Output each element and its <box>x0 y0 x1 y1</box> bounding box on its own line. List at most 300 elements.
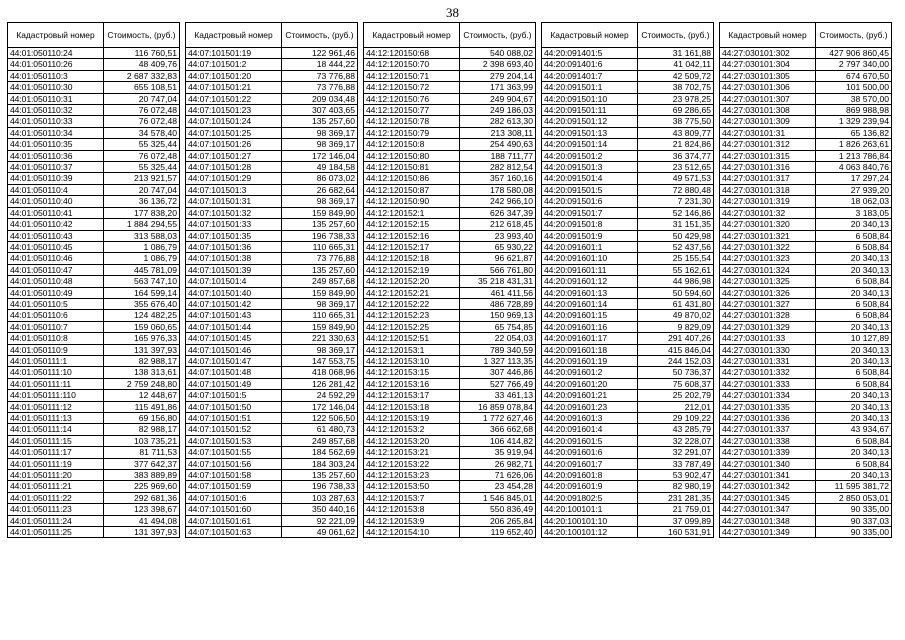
table-row <box>186 105 358 116</box>
cost-value: 98 369,17 <box>282 139 358 150</box>
cadastral-number: 44:27:030101:317 <box>720 173 816 184</box>
cost-value: 242 966,10 <box>460 196 536 207</box>
cost-value: 35 919,94 <box>460 447 536 458</box>
table-row <box>8 230 180 241</box>
cadastral-number: 44:27:030101:327 <box>720 298 816 309</box>
table-row <box>542 162 714 173</box>
table-row <box>8 253 180 264</box>
cost-value: 55 162,61 <box>638 264 714 275</box>
cadastral-number: 44:27:030101:32 <box>720 207 816 218</box>
cadastral-number: 44:01:050111:24 <box>8 515 104 526</box>
table-row <box>720 515 892 526</box>
cadastral-number: 44:20:100101:12 <box>542 527 638 538</box>
table-row <box>542 264 714 275</box>
cost-value: 131 397,93 <box>104 344 180 355</box>
cost-value: 23 978,25 <box>638 93 714 104</box>
cadastral-number: 44:27:030101:337 <box>720 424 816 435</box>
cadastral-number: 44:12:120150:78 <box>364 116 460 127</box>
cadastral-table-2 <box>185 22 358 538</box>
table-row <box>542 355 714 366</box>
cost-value: 122 961,46 <box>282 48 358 59</box>
table-row <box>720 184 892 195</box>
cadastral-number: 44:07:101501:25 <box>186 127 282 138</box>
table-row <box>186 390 358 401</box>
cadastral-number: 44:01:050110:4 <box>8 184 104 195</box>
cadastral-number: 44:27:030101:321 <box>720 230 816 241</box>
cadastral-number: 44:12:120153:23 <box>364 470 460 481</box>
table-row <box>364 310 536 321</box>
cadastral-table-4 <box>541 22 714 538</box>
cost-value: 61 480,73 <box>282 424 358 435</box>
table-row <box>542 59 714 70</box>
cost-value: 209 034,48 <box>282 93 358 104</box>
table-row <box>364 344 536 355</box>
cadastral-number: 44:20:091501:5 <box>542 184 638 195</box>
cadastral-number: 44:27:030101:31 <box>720 127 816 138</box>
cost-value: 244 152,03 <box>638 355 714 366</box>
cost-value: 249 904,67 <box>460 93 536 104</box>
cadastral-number: 44:27:030101:339 <box>720 447 816 458</box>
table-row <box>8 504 180 515</box>
header-cadastral: Кадастровый номер <box>720 23 816 48</box>
cadastral-number: 44:07:101501:19 <box>186 48 282 59</box>
cadastral-number: 44:07:101501:35 <box>186 230 282 241</box>
cost-value: 2 850 053,01 <box>816 492 892 503</box>
table-row <box>186 93 358 104</box>
cost-value: 445 781,09 <box>104 264 180 275</box>
cost-value: 9 829,09 <box>638 321 714 332</box>
table-row <box>8 390 180 401</box>
cost-value: 26 982,71 <box>460 458 536 469</box>
cost-value: 65 136,82 <box>816 127 892 138</box>
cost-value: 2 759 248,80 <box>104 378 180 389</box>
table-row <box>364 504 536 515</box>
table-row <box>364 481 536 492</box>
cadastral-number: 44:07:101501:32 <box>186 207 282 218</box>
cost-value: 655 108,51 <box>104 82 180 93</box>
cost-value: 254 490,63 <box>460 139 536 150</box>
table-row <box>364 59 536 70</box>
table-row <box>720 162 892 173</box>
table-row <box>186 424 358 435</box>
cadastral-number: 44:12:120152:1 <box>364 207 460 218</box>
table-row <box>8 527 180 538</box>
table-row <box>542 196 714 207</box>
table-row <box>364 458 536 469</box>
cadastral-number: 44:20:091601:1 <box>542 241 638 252</box>
cost-value: 674 670,50 <box>816 70 892 81</box>
cost-value: 12 448,67 <box>104 390 180 401</box>
table-row <box>720 139 892 150</box>
cadastral-number: 44:12:120153:1 <box>364 344 460 355</box>
cadastral-number: 44:12:120153:7 <box>364 492 460 503</box>
cost-value: 23 993,40 <box>460 230 536 241</box>
cadastral-number: 44:27:030101:328 <box>720 310 816 321</box>
cadastral-number: 44:27:030101:325 <box>720 276 816 287</box>
table-row <box>542 139 714 150</box>
cadastral-number: 44:20:091501:12 <box>542 116 638 127</box>
cost-value: 1 213 786,84 <box>816 150 892 161</box>
cadastral-number: 44:07:101501:24 <box>186 116 282 127</box>
cost-value: 249 186,03 <box>460 105 536 116</box>
table-row <box>186 59 358 70</box>
table-row <box>186 196 358 207</box>
cadastral-number: 44:12:120153:19 <box>364 413 460 424</box>
cadastral-number: 44:20:091501:6 <box>542 196 638 207</box>
table-row <box>542 504 714 515</box>
cadastral-number: 44:27:030101:333 <box>720 378 816 389</box>
cadastral-number: 44:01:050110:46 <box>8 253 104 264</box>
cadastral-number: 44:20:091401:5 <box>542 48 638 59</box>
cadastral-number: 44:01:050111:14 <box>8 424 104 435</box>
table-row <box>186 367 358 378</box>
cost-value: 81 711,53 <box>104 447 180 458</box>
table-row <box>186 378 358 389</box>
cost-value: 212 618,45 <box>460 219 536 230</box>
cost-value: 282 812,54 <box>460 162 536 173</box>
cadastral-number: 44:27:030101:324 <box>720 264 816 275</box>
cost-value: 789 340,59 <box>460 344 536 355</box>
cadastral-number: 44:12:120150:72 <box>364 82 460 93</box>
cadastral-number: 44:07:101501:38 <box>186 253 282 264</box>
table-row <box>720 298 892 309</box>
table-row <box>720 127 892 138</box>
table-row <box>720 367 892 378</box>
cost-value: 225 969,60 <box>104 481 180 492</box>
table-row <box>364 264 536 275</box>
cost-value: 20 340,13 <box>816 264 892 275</box>
table-row <box>8 367 180 378</box>
table-row <box>364 401 536 412</box>
table-header <box>186 23 358 48</box>
table-row <box>186 435 358 446</box>
table-row <box>542 116 714 127</box>
cadastral-number: 44:20:091601:11 <box>542 264 638 275</box>
cadastral-number: 44:27:030101:316 <box>720 162 816 173</box>
cadastral-number: 44:07:101501:52 <box>186 424 282 435</box>
table-row <box>364 390 536 401</box>
table-row <box>8 310 180 321</box>
table-row <box>8 401 180 412</box>
cadastral-number: 44:01:050110:35 <box>8 139 104 150</box>
cost-value: 171 363,99 <box>460 82 536 93</box>
cost-value: 32 228,07 <box>638 435 714 446</box>
cadastral-number: 44:07:101501:45 <box>186 333 282 344</box>
cadastral-number: 44:07:101501:55 <box>186 447 282 458</box>
cadastral-number: 44:01:050110:42 <box>8 219 104 230</box>
cost-value: 24 592,29 <box>282 390 358 401</box>
header-cost: Стоимость, (руб.) <box>460 23 536 48</box>
table-row <box>720 196 892 207</box>
cadastral-number: 44:12:120153:18 <box>364 401 460 412</box>
table-row <box>364 116 536 127</box>
table-header <box>720 23 892 48</box>
table-row <box>364 527 536 538</box>
cadastral-number: 44:20:091601:19 <box>542 355 638 366</box>
cadastral-number: 44:27:030101:348 <box>720 515 816 526</box>
cadastral-number: 44:20:091501:1 <box>542 82 638 93</box>
table-row <box>720 401 892 412</box>
cadastral-number: 44:01:050110:26 <box>8 59 104 70</box>
cost-value: 249 857,68 <box>282 276 358 287</box>
cadastral-number: 44:27:030101:33 <box>720 333 816 344</box>
cost-value: 42 509,72 <box>638 70 714 81</box>
cadastral-number: 44:27:030101:323 <box>720 253 816 264</box>
table-row <box>186 116 358 127</box>
table-header <box>364 23 536 48</box>
table-row <box>8 59 180 70</box>
cadastral-number: 44:07:101501:4 <box>186 276 282 287</box>
cost-value: 527 766,49 <box>460 378 536 389</box>
table-row <box>542 241 714 252</box>
table-row <box>186 321 358 332</box>
cadastral-number: 44:07:101501:42 <box>186 298 282 309</box>
cadastral-number: 44:01:050110:9 <box>8 344 104 355</box>
cost-value: 23 454,28 <box>460 481 536 492</box>
cost-value: 75 608,37 <box>638 378 714 389</box>
cost-value: 33 787,49 <box>638 458 714 469</box>
cost-value: 2 797 340,00 <box>816 59 892 70</box>
table-row <box>542 492 714 503</box>
cost-value: 138 313,61 <box>104 367 180 378</box>
table-row <box>364 470 536 481</box>
cadastral-number: 44:07:101501:48 <box>186 367 282 378</box>
cadastral-number: 44:01:050110:32 <box>8 105 104 116</box>
cost-value: 147 553,75 <box>282 355 358 366</box>
cost-value: 20 340,13 <box>816 447 892 458</box>
cost-value: 1 826 263,61 <box>816 139 892 150</box>
cadastral-number: 44:20:091601:20 <box>542 378 638 389</box>
cadastral-number: 44:20:091601:6 <box>542 447 638 458</box>
cadastral-number: 44:07:101501:28 <box>186 162 282 173</box>
table-row <box>8 105 180 116</box>
cost-value: 55 325,44 <box>104 162 180 173</box>
cadastral-number: 44:27:030101:305 <box>720 70 816 81</box>
cost-value: 461 411,56 <box>460 287 536 298</box>
cost-value: 221 330,63 <box>282 333 358 344</box>
cost-value: 25 155,54 <box>638 253 714 264</box>
cost-value: 82 980,19 <box>638 481 714 492</box>
table-row <box>542 207 714 218</box>
table-row <box>8 207 180 218</box>
table-row <box>542 310 714 321</box>
table-row <box>720 276 892 287</box>
cadastral-number: 44:01:050110:6 <box>8 310 104 321</box>
cost-value: 32 291,07 <box>638 447 714 458</box>
cadastral-number: 44:20:091601:10 <box>542 253 638 264</box>
cadastral-number: 44:01:050111:17 <box>8 447 104 458</box>
cost-value: 418 068,96 <box>282 367 358 378</box>
table-row <box>186 82 358 93</box>
cadastral-number: 44:07:101501:5 <box>186 390 282 401</box>
cost-value: 123 398,67 <box>104 504 180 515</box>
table-row <box>186 162 358 173</box>
table-row <box>186 219 358 230</box>
table-row <box>364 48 536 59</box>
cadastral-number: 44:12:120153:20 <box>364 435 460 446</box>
cadastral-number: 44:20:091501:4 <box>542 173 638 184</box>
cadastral-number: 44:12:120150:79 <box>364 127 460 138</box>
cost-value: 55 325,44 <box>104 139 180 150</box>
table-row <box>542 219 714 230</box>
header-cadastral: Кадастровый номер <box>186 23 282 48</box>
cost-value: 31 161,88 <box>638 48 714 59</box>
cadastral-number: 44:20:091601:14 <box>542 298 638 309</box>
cost-value: 92 221,09 <box>282 515 358 526</box>
cost-value: 135 257,60 <box>282 470 358 481</box>
cadastral-number: 44:01:050111:15 <box>8 435 104 446</box>
cadastral-number: 44:01:050110:37 <box>8 162 104 173</box>
cost-value: 427 906 860,45 <box>816 48 892 59</box>
cost-value: 98 369,17 <box>282 127 358 138</box>
cost-value: 49 184,58 <box>282 162 358 173</box>
table-row <box>542 515 714 526</box>
cost-value: 164 599,14 <box>104 287 180 298</box>
cadastral-number: 44:20:091601:12 <box>542 276 638 287</box>
cadastral-table-5 <box>719 22 892 538</box>
table-row <box>8 70 180 81</box>
cadastral-number: 44:01:050111:20 <box>8 470 104 481</box>
cost-value: 43 934,67 <box>816 424 892 435</box>
table-row <box>186 413 358 424</box>
cadastral-number: 44:20:091501:9 <box>542 230 638 241</box>
cost-value: 563 747,10 <box>104 276 180 287</box>
cost-value: 115 491,86 <box>104 401 180 412</box>
cost-value: 26 682,64 <box>282 184 358 195</box>
cost-value: 313 588,03 <box>104 230 180 241</box>
table-row <box>8 127 180 138</box>
cadastral-number: 44:20:091601:23 <box>542 401 638 412</box>
cost-value: 49 870,02 <box>638 310 714 321</box>
cost-value: 52 437,56 <box>638 241 714 252</box>
cadastral-number: 44:12:120150:81 <box>364 162 460 173</box>
cost-value: 20 340,13 <box>816 287 892 298</box>
cost-value: 29 109,22 <box>638 413 714 424</box>
table-row <box>542 82 714 93</box>
cadastral-number: 44:12:120150:68 <box>364 48 460 59</box>
cadastral-number: 44:01:050110:8 <box>8 333 104 344</box>
cadastral-number: 44:01:050110:34 <box>8 127 104 138</box>
table-row <box>8 447 180 458</box>
cost-value: 69 156,80 <box>104 413 180 424</box>
cost-value: 307 403,65 <box>282 105 358 116</box>
cadastral-number: 44:27:030101:335 <box>720 401 816 412</box>
table-row <box>8 82 180 93</box>
cost-value: 178 580,08 <box>460 184 536 195</box>
table-row <box>542 253 714 264</box>
cadastral-number: 44:07:101501:3 <box>186 184 282 195</box>
cadastral-number: 44:20:100101:10 <box>542 515 638 526</box>
table-row <box>720 287 892 298</box>
cost-value: 20 340,13 <box>816 253 892 264</box>
table-row <box>542 48 714 59</box>
table-row <box>364 196 536 207</box>
table-row <box>186 287 358 298</box>
table-row <box>186 401 358 412</box>
table-row <box>542 458 714 469</box>
table-row <box>364 241 536 252</box>
cost-value: 50 594,60 <box>638 287 714 298</box>
table-row <box>8 48 180 59</box>
table-row <box>542 527 714 538</box>
cadastral-number: 44:07:101501:60 <box>186 504 282 515</box>
table-row <box>364 219 536 230</box>
table-header <box>542 23 714 48</box>
cost-value: 53 902,47 <box>638 470 714 481</box>
cadastral-number: 44:27:030101:318 <box>720 184 816 195</box>
cadastral-number: 44:07:101501:43 <box>186 310 282 321</box>
cost-value: 486 728,89 <box>460 298 536 309</box>
table-row <box>720 207 892 218</box>
table-row <box>720 458 892 469</box>
cost-value: 1 086,79 <box>104 241 180 252</box>
table-row <box>720 264 892 275</box>
cost-value: 36 374,77 <box>638 150 714 161</box>
table-row <box>720 82 892 93</box>
cost-value: 188 711,77 <box>460 150 536 161</box>
cadastral-number: 44:12:120152:16 <box>364 230 460 241</box>
cadastral-number: 44:27:030101:334 <box>720 390 816 401</box>
table-row <box>720 150 892 161</box>
cadastral-table-3 <box>363 22 536 538</box>
cost-value: 20 340,13 <box>816 219 892 230</box>
cadastral-number: 44:07:101501:47 <box>186 355 282 366</box>
table-row <box>364 287 536 298</box>
cadastral-number: 44:07:101501:36 <box>186 241 282 252</box>
table-row <box>542 481 714 492</box>
cadastral-number: 44:07:101501:6 <box>186 492 282 503</box>
table-row <box>186 241 358 252</box>
cadastral-table-1 <box>7 22 180 538</box>
header-cost: Стоимость, (руб.) <box>282 23 358 48</box>
cost-value: 415 846,04 <box>638 344 714 355</box>
cost-value: 36 136,72 <box>104 196 180 207</box>
cost-value: 98 369,17 <box>282 344 358 355</box>
cost-value: 172 146,04 <box>282 401 358 412</box>
table-row <box>542 230 714 241</box>
table-row <box>542 435 714 446</box>
cost-value: 366 662,68 <box>460 424 536 435</box>
table-row <box>186 504 358 515</box>
table-row <box>8 173 180 184</box>
cost-value: 61 431,80 <box>638 298 714 309</box>
table-row <box>364 207 536 218</box>
cost-value: 49 571,53 <box>638 173 714 184</box>
table-row <box>542 276 714 287</box>
cost-value: 1 884 294,55 <box>104 219 180 230</box>
cadastral-number: 44:12:120150:80 <box>364 150 460 161</box>
table-row <box>186 70 358 81</box>
table-row <box>364 333 536 344</box>
table-row <box>720 59 892 70</box>
table-row <box>186 333 358 344</box>
table-row <box>186 230 358 241</box>
cadastral-number: 44:12:120150:71 <box>364 70 460 81</box>
cadastral-number: 44:01:050110:41 <box>8 207 104 218</box>
table-row <box>720 447 892 458</box>
cost-value: 73 776,88 <box>282 82 358 93</box>
cadastral-number: 44:12:120152:21 <box>364 287 460 298</box>
cadastral-number: 44:27:030101:307 <box>720 93 816 104</box>
cost-value: 106 414,82 <box>460 435 536 446</box>
table-row <box>542 333 714 344</box>
cadastral-number: 44:01:050110:47 <box>8 264 104 275</box>
cost-value: 82 988,17 <box>104 424 180 435</box>
cost-value: 38 702,75 <box>638 82 714 93</box>
table-row <box>720 355 892 366</box>
cost-value: 1 329 239,94 <box>816 116 892 127</box>
table-row <box>720 390 892 401</box>
